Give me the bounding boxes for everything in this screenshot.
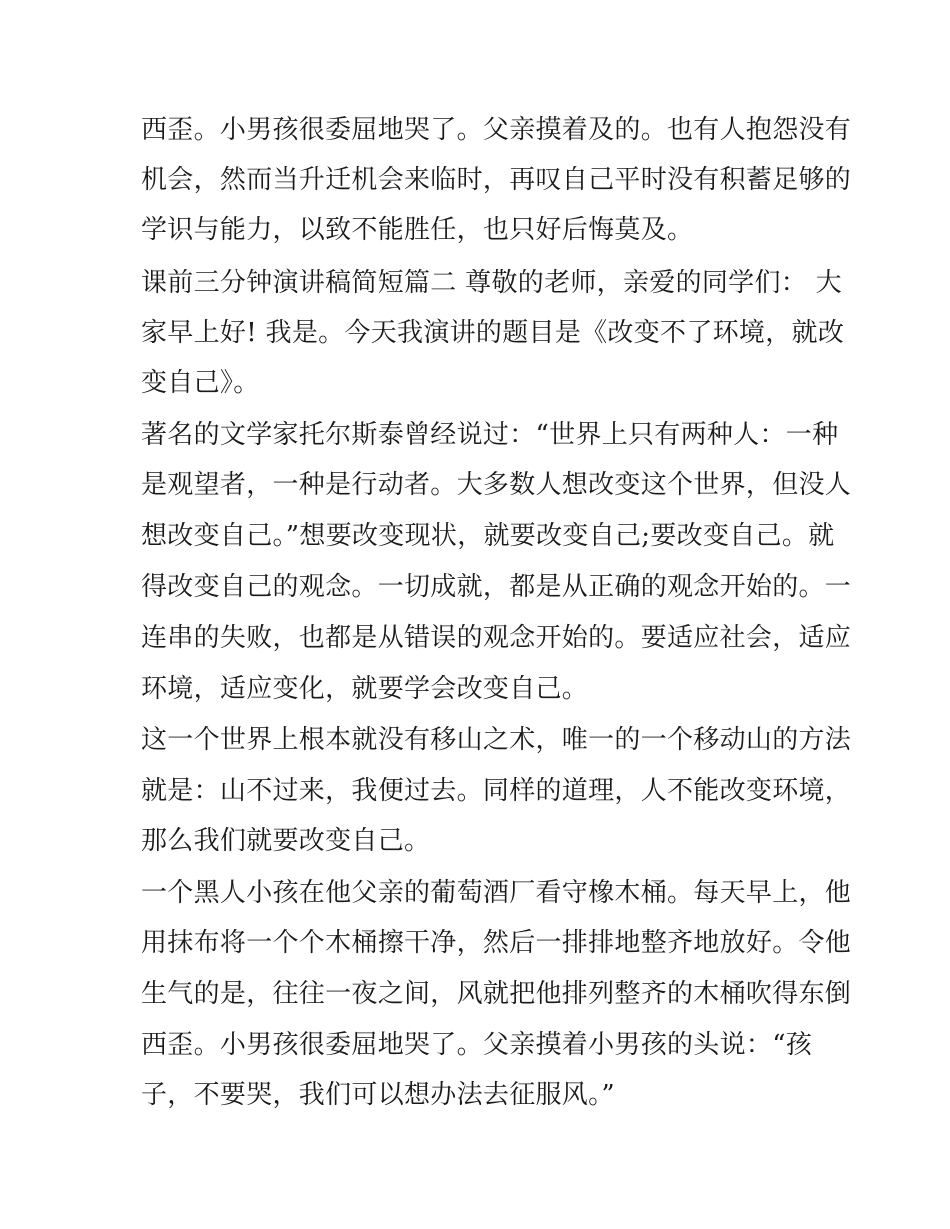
text-line: 那么我们就要改变自己。: [141, 826, 431, 856]
text-line: 想改变自己。”想要改变现状，就要改变自己;要改变自己。就: [141, 521, 835, 551]
text-line: 生气的是，往往一夜之间，风就把他排列整齐的木桶吹得东倒: [141, 979, 852, 1009]
text-line: 著名的文学家托尔斯泰曾经说过：“世界上只有两种人：一种: [141, 420, 839, 450]
text-line: 学识与能力，以致不能胜任，也只好后悔莫及。: [141, 215, 694, 245]
text-line: 是观望者，一种是行动者。大多数人想改变这个世界，但没人: [141, 470, 852, 500]
text-line: 连串的失败，也都是从错误的观念开始的。要适应社会，适应: [141, 623, 852, 653]
text-line: 课前三分钟演讲稿简短篇二 尊敬的老师，亲爱的同学们： 大: [141, 268, 842, 298]
text-line: 这一个世界上根本就没有移山之术，唯一的一个移动山的方法: [141, 725, 852, 755]
text-line: 环境，适应变化，就要学会改变自己。: [141, 674, 589, 704]
text-line: 就是：山不过来，我便过去。同样的道理，人不能改变环境，: [141, 776, 852, 806]
text-line: 得改变自己的观念。一切成就，都是从正确的观念开始的。一: [141, 572, 852, 602]
text-line: 用抹布将一个个木桶擦干净，然后一排排地整齐地放好。令他: [141, 928, 852, 958]
text-line: 家早上好! 我是。今天我演讲的题目是《改变不了环境，就改: [141, 318, 845, 348]
text-line: 一个黑人小孩在他父亲的葡萄酒厂看守橡木桶。每天早上，他: [141, 878, 852, 908]
text-line: 西歪。小男孩很委屈地哭了。父亲摸着小男孩的头说：“孩: [141, 1030, 813, 1060]
text-line: 西歪。小男孩很委屈地哭了。父亲摸着及的。也有人抱怨没有: [141, 115, 852, 145]
text-line: 子，不要哭，我们可以想办法去征服风。”: [141, 1080, 615, 1110]
text-line: 机会，然而当升迁机会来临时，再叹自己平时没有积蓄足够的: [141, 165, 852, 195]
text-line: 变自己》。: [141, 368, 260, 398]
